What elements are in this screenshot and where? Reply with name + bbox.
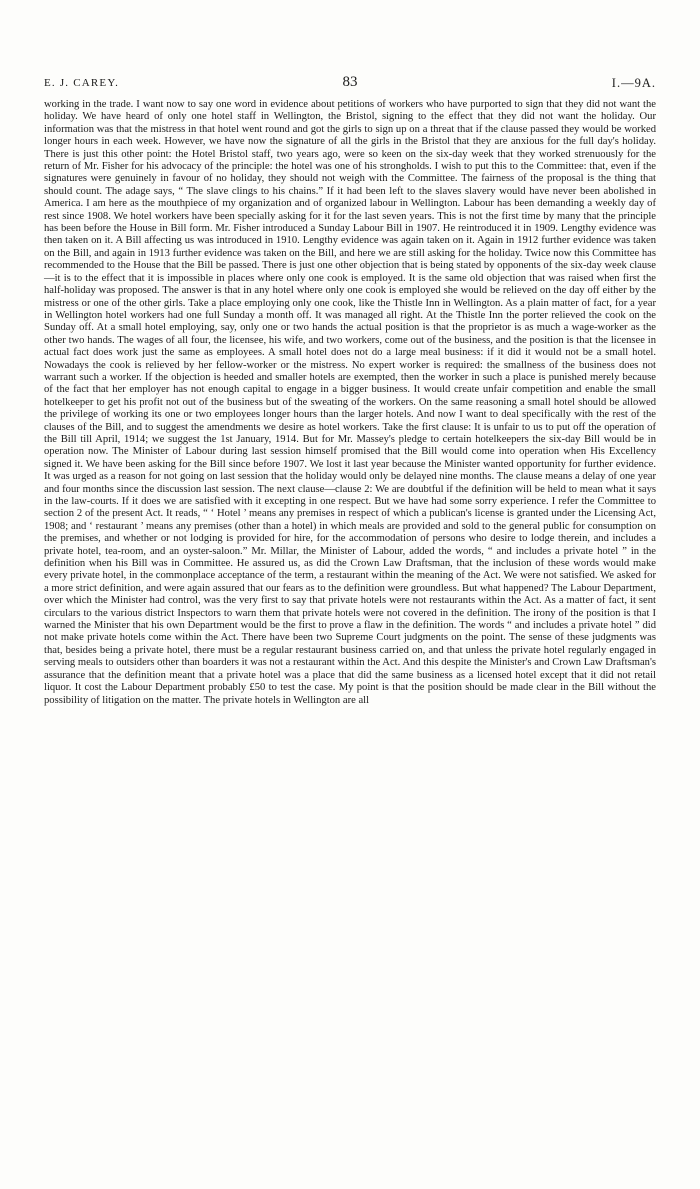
- header-author: E. J. CAREY.: [44, 77, 120, 89]
- body-text: working in the trade. I want now to say one word in evidence about petitions of workers who have purported to sign that they did not want the holiday. We have heard of only one hotel staff in Wellington, the Bristol, signing to the effect that they did not want the holiday. Our information was that the mistress in that hotel went round and got the girls to sign up on a threat that if the clause passed they would be worked longer hours in each week. However, we have now the signature of all the girls in the Bristol that they are anxious for the full day's holiday. There is just this other point: the Hotel Bristol staff, two years ago, were so keen on the six-day week that they worked strenuously for the return of Mr. Fisher for his advocacy of the principle: the hotel was one of his strongholds. I wish to put this to the Committee: that, even if the signatures were genuinely in favour of no holiday, they should not weigh with the Committee. The fairness of the proposal is the thing that should count. The adage says, “ The slave clings to his chains.” If it had been left to the slaves slavery would have never been abolished in America. I am here as the mouthpiece of my organization and of organized labour in Wellington. Labour has been demanding a weekly day of rest since 1908. We hotel workers have been specially asking for it for the last seven years. This is not the first time by many that the principle has been before the House in Bill form. Mr. Fisher introduced a Sunday Labour Bill in 1907. He reintroduced it in 1909. Lengthy evidence was then taken on it. A Bill affecting us was introduced in 1910. Lengthy evidence was again taken on it. Again in 1912 further evidence was taken on the Bill, and again in 1913 further evidence was taken on the Bill, and here we are still asking for the holiday. Twice now this Committee has recommended to the House that the Bill be passed. There is just one other objection that is being stated by opponents of the six-day week clause—it is to the effect that it is impossible in places where only one cook is employed. It is the same old objection that was raised when first the half-holiday was proposed. The answer is that in any hotel where only one cook is employed she would be relieved on the day off either by the mistress or one of the other girls. Take a place employing only one cook, like the Thistle Inn in Wellington. As a plain matter of fact, for a year in Wellington hotel workers had one full Sunday a month off. It was managed all right. At the Thistle Inn the porter relieved the cook on the Sunday off. At a small hotel employing, say, only one or two hands the actual position is that the proprietor is as much a wage-worker as the other two hands. The wages of all four, the licensee, his wife, and two workers, come out of the business, and the position is that the licensee in actual fact does work just the same as employees. A small hotel does not do a large meal business: if it did it would not be a small hotel. Nowadays the cook is relieved by her fellow-worker or the mistress. No expert worker is required: the smallness of the business does not warrant such a worker. If the objection is heeded and smaller hotels are exempted, then the worker in such a place is punished merely because of the fact that her employer has not enough capital to engage in a bigger business. It would create unfair competition and enable the small hotelkeeper to get his profit not out of the business but of the sweating of the workers. On the same reasoning a small hotel should be allowed the privilege of working its one or two employees longer hours than the larger hotels. And now I want to deal specifically with the rest of the clauses of the Bill, and to suggest the amendments we desire as hotel workers. Take the first clause: It is unfair to us to put off the operation of the Bill till April, 1914; we suggest the 1st January, 1914. But for Mr. Massey's pledge to certain hotelkeepers the six-day Bill would be in operation now. The Minister of Labour during last session himself promised that the Bill would come into operation when His Excellency signed it. We have been asking for the Bill since before 1907. We lost it last year because the Minister wanted opportunity for further evidence. It was urged as a reason for not going on last session that the holiday would only be delayed nine months. The clause means a delay of one year and four months since the discussion last session. The next clause—clause 2: We are doubtful if the definition will be held to mean what it says in the law-courts. If it does we are satisfied with it excepting in one respect. But we have had some sorry experience. I refer the Committee to section 2 of the present Act. It reads, “ ‘ Hotel ’ means any premises in respect of which a publican's license is granted under the Licensing Act, 1908; and ‘ restaurant ’ means any premises (other than a hotel) in which meals are provided and sold to the general public for consumption on the premises, and whether or not lodging is provided for hire, for the accommodation of persons who desire to lodge therein, and includes a private hotel, tea-room, and an oyster-saloon.” Mr. Millar, the Minister of Labour, added the words, “ and includes a private hotel ” in the definition when his Bill was in Committee. He assured us, as did the Crown Law Draftsman, that the inclusion of these words would make every private hotel, in the commonplace acceptance of the term, a restaurant within the meaning of the Act. We were not satisfied. We asked for a more strict definition, and were again assured that our fears as to the definition were groundless. But what happened? The Labour Department, over which the Minister had control, was the very first to say that private hotels were not restaurants within the Act. As a matter of fact, it sent circulars to the various district Inspectors to warn them that private hotels were not covered in the definition. The irony of the position is that I warned the Minister that his own Department would be the first to prove a flaw in the definition. The words “ and includes a private hotel ” did not make private hotels come within the Act. There have been two Supreme Court judgments on the point. The sense of these judgments was that, besides being a private hotel, there must be a regular restaurant business carried on, and that unless the private hotel regularly engaged in serving meals to outsiders other than boarders it was not a restaurant within the Act. And this despite the Minister's and Crown Law Draftsman's assurance that the definition meant that a private hotel was a place that did the same business as a licensed hotel except that it did not retail liquor. It cost the Labour Department probably £50 to test the case. My point is that the position should be made clear in the Bill without the possibility of litigation on the matter. The private hotels in Wellington are all: [44, 99, 656, 706]
- header-paper-reference: I.—9A.: [611, 76, 656, 90]
- page-number: 83: [342, 74, 358, 90]
- page-header: [44, 74, 656, 94]
